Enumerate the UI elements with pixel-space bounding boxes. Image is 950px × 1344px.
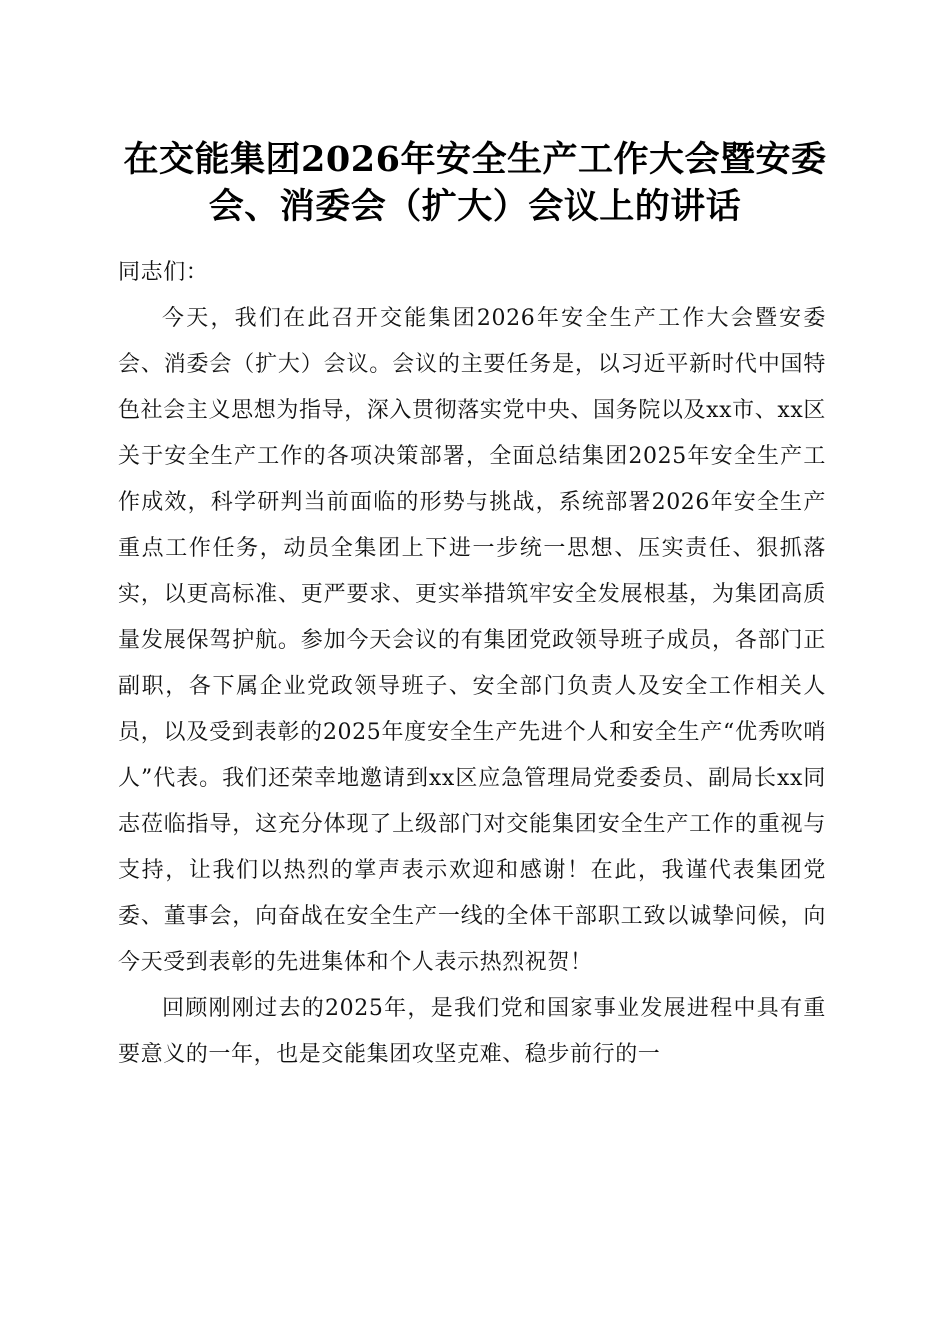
- paragraph-opening: 今天，我们在此召开交能集团2026年安全生产工作大会暨安委会、消委会（扩大）会议。会议的主要任务是，以习近平新时代中国特色社会主义思想为指导，深入贯彻落实党中央、国务院以及xx市、xx区关于安全生产工作的各项决策部署，全面总结集团2025年安全生产工作成效，科学研判当前面临的形势与挑战，系统部署2026年安全生产重点工作任务，动员全集团上下进一步统一思想、压实责任、狠抓落实，以更高标准、更严要求、更实举措筑牢安全发展根基，为集团高质量发展保驾护航。参加今天会议的有集团党政领导班子成员，各部门正副职，各下属企业党政领导班子、安全部门负责人及安全工作相关人员，以及受到表彰的2025年度安全生产先进个人和安全生产“优秀吹哨人”代表。我们还荣幸地邀请到xx区应急管理局党委委员、副局长xx同志莅临指导，这充分体现了上级部门对交能集团安全生产工作的重视与支持，让我们以热烈的掌声表示欢迎和感谢！在此，我谨代表集团党委、董事会，向奋战在安全生产一线的全体干部职工致以诚挚问候，向今天受到表彰的先进集体和个人表示热烈祝贺！: [118, 306, 826, 975]
- salutation: 同志们：: [118, 260, 209, 285]
- document-title: 在交能集团2026年安全生产工作大会暨安委会、消委会（扩大）会议上的讲话: [123, 139, 827, 227]
- document-body: [118, 250, 826, 1078]
- paragraph-review: 回顾刚刚过去的2025年，是我们党和国家事业发展进程中具有重要意义的一年，也是交能集团攻坚克难、稳步前行的一: [118, 996, 826, 1067]
